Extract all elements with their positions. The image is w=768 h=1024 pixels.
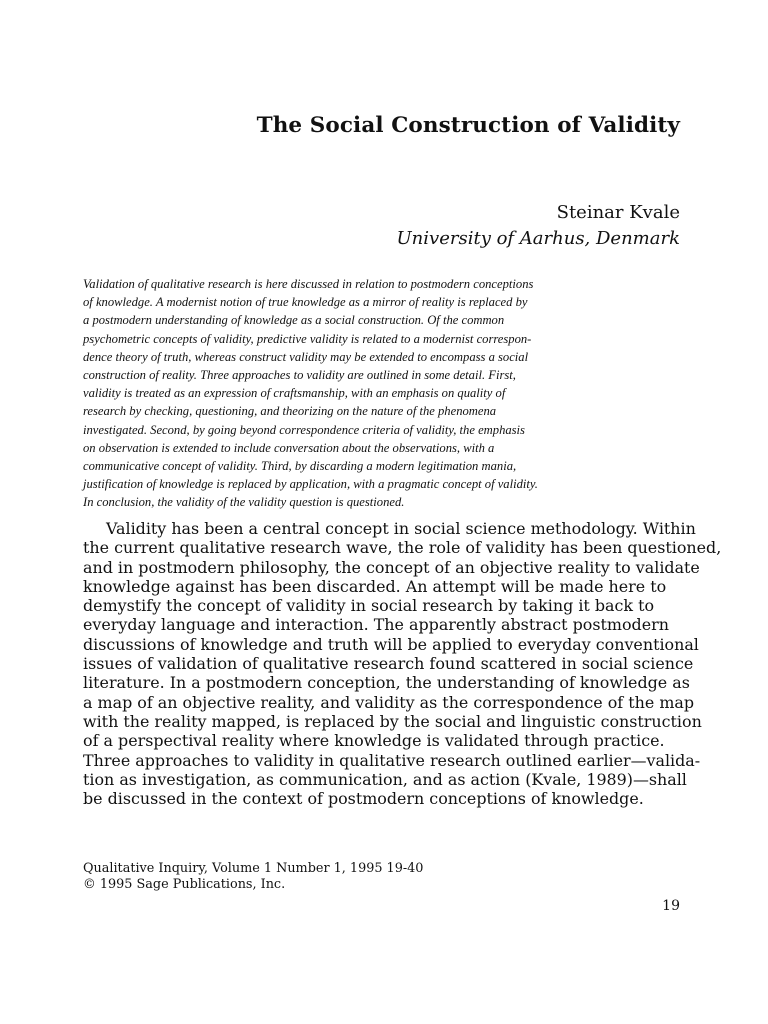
- author-affiliation: University of Aarhus, Denmark: [396, 228, 680, 249]
- body-line: a map of an objective reality, and validity as the correspondence of the map: [83, 692, 695, 712]
- abstract-line: justification of knowledge is replaced by application, with a pragmatic concept of validity.: [83, 477, 538, 492]
- abstract-line: Validation of qualitative research is here discussed in relation to postmodern conceptions: [83, 277, 534, 291]
- abstract-line: of knowledge. A modernist notion of true knowledge as a mirror of reality is replaced by: [83, 295, 528, 310]
- abstract-line: dence theory of truth, whereas construct validity may be extended to encompass a social: [83, 349, 529, 364]
- author-name: Steinar Kvale: [556, 202, 680, 223]
- abstract-line: psychometric concepts of validity, predictive validity is related to a modernist correspon-: [83, 331, 532, 346]
- citation-footer: [83, 861, 443, 893]
- abstract-line: research by checking, questioning, and theorizing on the nature of the phenomena: [83, 404, 497, 419]
- abstract-line: In conclusion, the validity of the validity question is questioned.: [83, 495, 405, 510]
- body-paragraph: [83, 519, 722, 809]
- article-title: The Social Construction of Validity: [256, 113, 680, 138]
- abstract-line: communicative concept of validity. Third, by discarding a modern legitimation mania,: [83, 459, 517, 474]
- body-line: with the reality mapped, is replaced by the social and linguistic construction: [83, 711, 702, 731]
- body-line: demystify the concept of validity in social research by taking it back to: [83, 596, 655, 616]
- abstract: [83, 275, 656, 512]
- abstract-line: on observation is extended to include conversation about the observations, with a: [83, 440, 495, 455]
- abstract-line: construction of reality. Three approaches to validity are outlined in some detail. First,: [83, 368, 516, 383]
- body-line: discussions of knowledge and truth will be applied to everyday conventional: [83, 634, 699, 654]
- page-number: 19: [662, 898, 680, 914]
- body-line: the current qualitative research wave, the role of validity has been questioned,: [83, 538, 722, 558]
- body-line: Validity has been a central concept in social science methodology. Within: [106, 519, 696, 538]
- body-line: be discussed in the context of postmodern conceptions of knowledge.: [83, 789, 644, 809]
- body-line: literature. In a postmodern conception, the understanding of knowledge as: [83, 673, 690, 693]
- body-line: tion as investigation, as communication, and as action (Kvale, 1989)—shall: [83, 769, 687, 789]
- author-block: [300, 200, 680, 252]
- body-line: and in postmodern philosophy, the concept of an objective reality to validate: [83, 557, 700, 577]
- body-line: issues of validation of qualitative research found scattered in social science: [83, 654, 694, 674]
- body-line: knowledge against has been discarded. An attempt will be made here to: [83, 576, 667, 596]
- abstract-line: investigated. Second, by going beyond correspondence criteria of validity, the emphasis: [83, 422, 525, 437]
- abstract-line: validity is treated as an expression of craftsmanship, with an emphasis on quality of: [83, 386, 506, 401]
- abstract-line: a postmodern understanding of knowledge as a social construction. Of the common: [83, 313, 505, 328]
- copyright-notice: © 1995 Sage Publications, Inc.: [83, 877, 286, 892]
- body-line: of a perspectival reality where knowledge is validated through practice.: [83, 731, 665, 751]
- journal-citation: Qualitative Inquiry, Volume 1 Number 1, 1995 19-40: [83, 861, 424, 876]
- body-line: everyday language and interaction. The apparently abstract postmodern: [83, 615, 669, 635]
- body-line: Three approaches to validity in qualitative research outlined earlier—valida-: [83, 750, 701, 770]
